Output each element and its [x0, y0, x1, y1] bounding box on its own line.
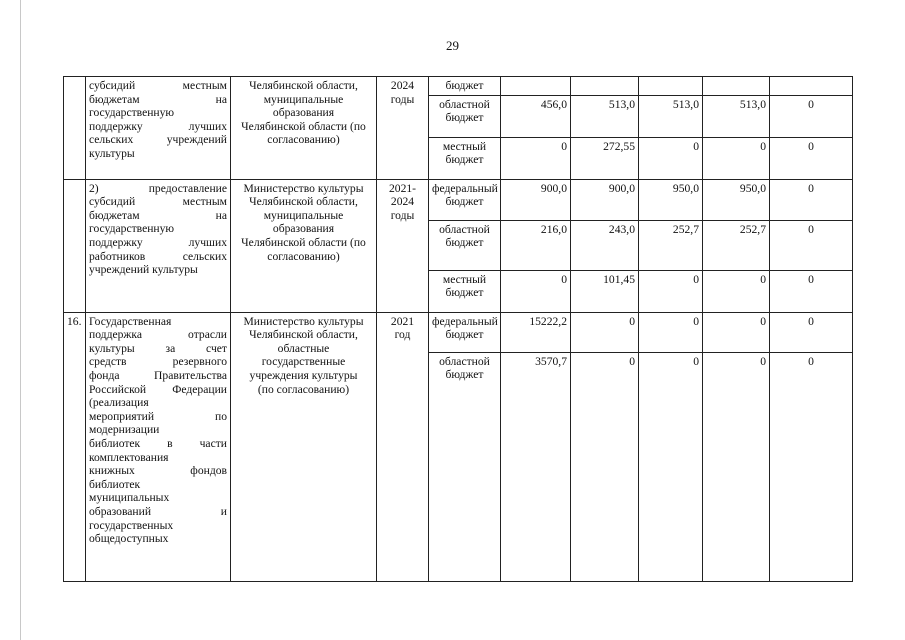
- text-line: 2021-: [388, 181, 417, 195]
- text-line: местный: [442, 139, 487, 153]
- table-row: [64, 179, 853, 220]
- executor: [231, 179, 377, 312]
- text-line: государственных: [89, 518, 174, 532]
- text-line: комплектования: [89, 450, 169, 464]
- funding-source: [429, 270, 501, 312]
- text-line: культуры: [89, 146, 135, 160]
- text-line: бюджет: [445, 286, 484, 300]
- text-line: государственную: [89, 106, 175, 120]
- text-line: федеральный: [432, 314, 498, 328]
- amount-cell: [639, 77, 703, 96]
- amount-cell: [501, 77, 571, 96]
- amount-cell: 243,0: [571, 220, 639, 270]
- funding-source: [429, 95, 501, 137]
- amount-cell: 0: [639, 137, 703, 179]
- text-line: средств резервного: [89, 355, 227, 369]
- text-line: (реализация: [89, 396, 149, 410]
- text-line: годы: [390, 92, 415, 106]
- measure-description: [86, 179, 231, 312]
- text-line: (по согласованию): [257, 382, 350, 396]
- text-line: областные: [277, 341, 330, 355]
- text-line: поддержку лучших: [89, 119, 227, 133]
- text-line: федеральный: [432, 181, 498, 195]
- amount-cell: 216,0: [501, 220, 571, 270]
- amount-cell: 0: [639, 312, 703, 352]
- text-line: муниципальные: [263, 208, 344, 222]
- period: [377, 77, 429, 180]
- text-line: поддержку лучших: [89, 235, 227, 249]
- amount-cell: 0: [770, 270, 853, 312]
- text-line: учреждения культуры: [249, 368, 358, 382]
- row-number: 16.: [64, 312, 86, 581]
- text-line: годы: [390, 208, 415, 222]
- text-line: Государственная: [89, 314, 172, 328]
- amount-cell: 0: [770, 179, 853, 220]
- amount-cell: 0: [703, 270, 770, 312]
- executor: [231, 312, 377, 581]
- amount-cell: 3570,7: [501, 352, 571, 581]
- text-line: 2021: [390, 314, 415, 328]
- text-line: областной: [439, 97, 490, 111]
- amount-cell: 0: [501, 270, 571, 312]
- row-number: [64, 179, 86, 312]
- text-line: библиотек: [89, 477, 141, 491]
- text-line: бюджетам на: [89, 92, 227, 106]
- text-line: областной: [439, 222, 490, 236]
- text-line: Челябинской области,: [249, 79, 358, 92]
- measure-description: [86, 312, 231, 581]
- text-line: государственные: [261, 355, 346, 369]
- amount-cell: 950,0: [639, 179, 703, 220]
- table-row: [64, 312, 853, 352]
- amount-cell: 0: [571, 312, 639, 352]
- table-row: [64, 77, 853, 96]
- text-line: государственную: [89, 222, 175, 236]
- text-line: бюджет: [445, 111, 484, 125]
- text-line: работников сельских: [89, 249, 227, 263]
- period: [377, 179, 429, 312]
- text-line: 2024: [390, 79, 415, 92]
- amount-cell: 513,0: [639, 95, 703, 137]
- text-line: Челябинской области (по: [241, 119, 366, 133]
- funding-source: [429, 220, 501, 270]
- text-line: бюджет: [445, 153, 484, 167]
- text-line: Челябинской области (по: [241, 235, 366, 249]
- text-line: учреждений культуры: [89, 263, 198, 277]
- text-line: модернизации: [89, 423, 160, 437]
- measure-description: [86, 77, 231, 180]
- amount-cell: 0: [703, 312, 770, 352]
- text-line: бюджет: [445, 328, 484, 342]
- amount-cell: [571, 77, 639, 96]
- page-number: 29: [446, 38, 459, 53]
- amount-cell: 0: [703, 352, 770, 581]
- text-line: Министерство культуры: [243, 181, 364, 195]
- page-edge-line: [20, 0, 21, 640]
- amount-cell: 0: [770, 312, 853, 352]
- text-line: согласованию): [267, 249, 340, 263]
- text-line: 2) предоставление: [89, 181, 227, 195]
- text-line: поддержка отрасли: [89, 328, 227, 342]
- funding-source: [429, 137, 501, 179]
- text-line: образований и: [89, 504, 227, 518]
- amount-cell: 272,55: [571, 137, 639, 179]
- amount-cell: 0: [501, 137, 571, 179]
- text-line: Челябинской области,: [249, 195, 358, 209]
- amount-cell: 0: [770, 352, 853, 581]
- amount-cell: 0: [571, 352, 639, 581]
- text-line: 2024: [390, 195, 415, 209]
- period: [377, 312, 429, 581]
- amount-cell: 0: [770, 220, 853, 270]
- text-line: образования: [272, 106, 335, 120]
- text-line: бюджет: [445, 79, 484, 92]
- amount-cell: 0: [770, 95, 853, 137]
- row-number: [64, 77, 86, 180]
- amount-cell: 513,0: [703, 95, 770, 137]
- text-line: местный: [442, 272, 487, 286]
- text-line: Российской Федерации: [89, 382, 227, 396]
- amount-cell: 456,0: [501, 95, 571, 137]
- text-line: субсидий местным: [89, 195, 227, 209]
- funding-source: [429, 312, 501, 352]
- text-line: Челябинской области,: [249, 328, 358, 342]
- amount-cell: 0: [703, 137, 770, 179]
- amount-cell: 0: [639, 352, 703, 581]
- amount-cell: [770, 77, 853, 96]
- amount-cell: 0: [639, 270, 703, 312]
- text-line: Министерство культуры: [243, 314, 364, 328]
- amount-cell: 900,0: [571, 179, 639, 220]
- amount-cell: 101,45: [571, 270, 639, 312]
- amount-cell: 950,0: [703, 179, 770, 220]
- funding-table: [63, 76, 853, 582]
- text-line: культуры за счет: [89, 341, 227, 355]
- text-line: муниципальные: [263, 92, 344, 106]
- funding-source: [429, 352, 501, 581]
- executor: [231, 77, 377, 180]
- text-line: бюджет: [445, 236, 484, 250]
- text-line: мероприятий по: [89, 409, 227, 423]
- amount-cell: 15222,2: [501, 312, 571, 352]
- text-line: образования: [272, 222, 335, 236]
- funding-source: [429, 179, 501, 220]
- text-line: фонда Правительства: [89, 368, 227, 382]
- text-line: муниципальных: [89, 491, 170, 505]
- amount-cell: 252,7: [639, 220, 703, 270]
- text-line: библиотек в части: [89, 436, 227, 450]
- text-line: областной: [439, 354, 490, 368]
- text-line: книжных фондов: [89, 464, 227, 478]
- funding-source: [429, 77, 501, 96]
- text-line: год: [394, 328, 411, 342]
- amount-cell: 513,0: [571, 95, 639, 137]
- text-line: согласованию): [267, 133, 340, 147]
- text-line: субсидий местным: [89, 79, 227, 92]
- amount-cell: 252,7: [703, 220, 770, 270]
- amount-cell: 0: [770, 137, 853, 179]
- text-line: бюджет: [445, 195, 484, 209]
- text-line: сельских учреждений: [89, 133, 227, 147]
- amount-cell: 900,0: [501, 179, 571, 220]
- text-line: общедоступных: [89, 532, 169, 546]
- text-line: бюджетам на: [89, 208, 227, 222]
- amount-cell: [703, 77, 770, 96]
- text-line: бюджет: [445, 368, 484, 382]
